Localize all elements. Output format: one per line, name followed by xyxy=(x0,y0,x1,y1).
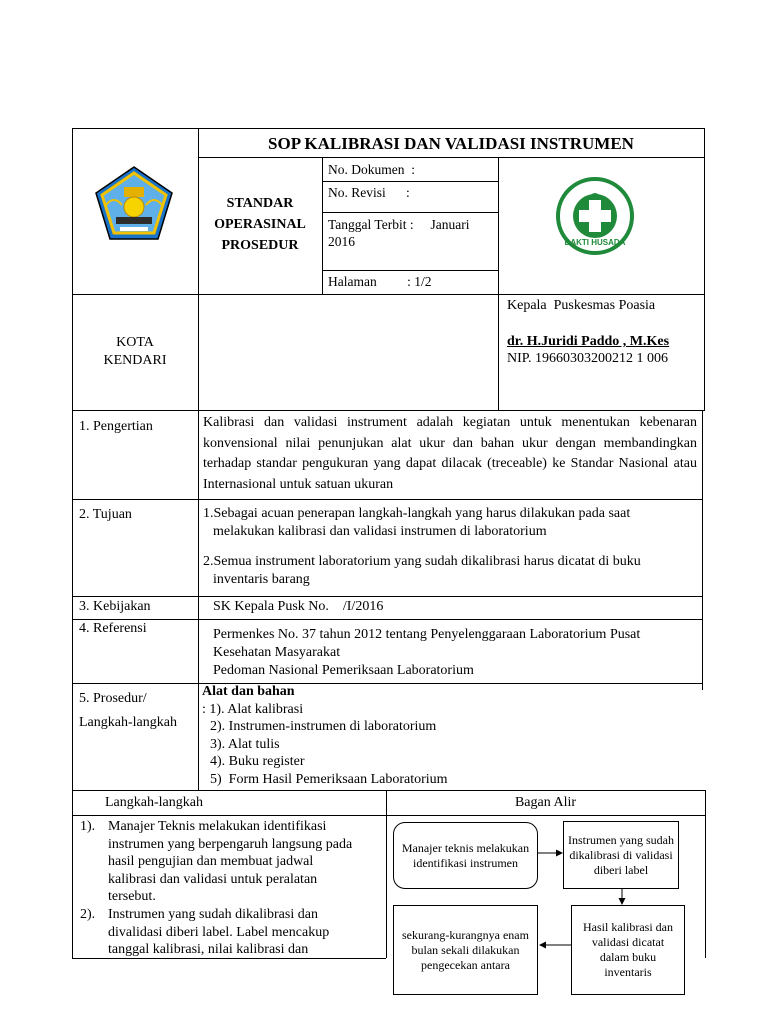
tanggal-terbit: Tanggal Terbit : Januari 2016 xyxy=(328,217,473,249)
kota-kendari xyxy=(72,334,198,370)
flow-arrows xyxy=(386,815,706,1005)
flow-box-dicatat: Hasil kalibrasi dan validasi dicatat dalam buku inventaris xyxy=(571,905,685,995)
alat-item: 4). Buku register xyxy=(210,754,305,769)
alat-item: : 1). Alat kalibrasi xyxy=(202,701,304,717)
standar-line: OPERASINAL xyxy=(214,217,306,232)
standar-line: STANDAR xyxy=(226,196,294,211)
tujuan-line: 2.Semua instrument laboratorium yang sudah dikalibrasi harus dicatat di buku xyxy=(203,554,641,569)
page-title: SOP KALIBRASI DAN VALIDASI INSTRUMEN xyxy=(268,134,634,153)
step-number: 1). xyxy=(80,819,96,834)
step-2 xyxy=(78,906,384,959)
halaman: Halaman : 1/2 xyxy=(328,274,432,289)
referensi-line: Pedoman Nasional Pemeriksaan Laboratorium xyxy=(213,663,474,678)
langkah-header: Langkah-langkah xyxy=(105,795,203,810)
step-1 xyxy=(78,818,384,906)
alat-item: 3). Alat tulis xyxy=(210,736,280,752)
prosedur-label xyxy=(79,687,197,735)
kebijakan-label: 3. Kebijakan xyxy=(79,599,151,614)
kota-line: KENDARI xyxy=(103,353,167,368)
no-revisi: No. Revisi : xyxy=(328,185,410,200)
nama-kepala: dr. H.Juridi Paddo , M.Kes xyxy=(507,334,670,349)
tujuan-line: 1.Sebagai acuan penerapan langkah-langkah yang harus dilakukan pada saat xyxy=(203,506,631,521)
tujuan-item-2 xyxy=(203,553,699,589)
flow-box-identifikasi: Manajer teknis melakukan identifikasi instrumen xyxy=(393,822,538,889)
nip: NIP. 19660303200212 1 006 xyxy=(507,351,669,366)
standar-line: PROSEDUR xyxy=(221,238,299,253)
no-dokumen: No. Dokumen : xyxy=(328,162,415,177)
referensi-text xyxy=(213,626,699,680)
kebijakan-text: SK Kepala Pusk No. /I/2016 xyxy=(213,599,384,614)
pengertian-text: Kalibrasi dan validasi instrument adalah kegiatan untuk menentukan kebenaran konvensional nilai penunjukan alat ukur dan bahan ukur dengan membandingkan terhadap standar pengukuran yang dapat dilacak (treceable) ke Standar Nasional atau Internasional untuk satuan ukuran xyxy=(203,415,697,492)
bagan-alir-header: Bagan Alir xyxy=(514,795,577,810)
step-line: divalidasi diberi label. Label mencakup xyxy=(108,924,330,940)
city-emblem-logo xyxy=(94,165,174,241)
logo-caption: BAKTI HUSADA xyxy=(564,238,626,247)
standar-operasional-prosedur xyxy=(198,193,322,256)
tujuan-line: melakukan kalibrasi dan validasi instrumen di laboratorium xyxy=(213,524,547,539)
tujuan-label: 2. Tujuan xyxy=(79,507,132,522)
bakti-husada-logo xyxy=(555,176,635,256)
alat-item: 2). Instrumen-instrumen di laboratorium xyxy=(210,719,437,734)
pengertian-label: 1. Pengertian xyxy=(79,419,153,434)
step-line: hasil pengujian dan membuat jadwal xyxy=(108,854,314,869)
step-line: tanggal kalibrasi, nilai kalibrasi dan xyxy=(108,942,309,957)
prosedur-label-line: Langkah-langkah xyxy=(79,715,177,730)
step-line: Instrumen yang sudah dikalibrasi dan xyxy=(108,907,318,922)
alat-dan-bahan xyxy=(202,683,698,788)
tujuan-item-1 xyxy=(203,505,699,541)
step-line: Manajer Teknis melakukan identifikasi xyxy=(108,819,327,834)
kepala-puskesmas: Kepala Puskesmas Poasia xyxy=(507,298,656,313)
flow-box-pengecekan: sekurang-kurangnya enam bulan sekali dilakukan pengecekan antara xyxy=(393,905,538,995)
referensi-line: Kesehatan Masyarakat xyxy=(213,645,341,660)
step-line: instrumen yang berpengaruh langsung pada xyxy=(108,836,353,852)
alat-title: Alat dan bahan xyxy=(202,684,295,699)
prosedur-label-line: 5. Prosedur/ xyxy=(79,691,147,706)
referensi-label: 4. Referensi xyxy=(79,621,147,636)
referensi-line: Permenkes No. 37 tahun 2012 tentang Penyelenggaraan Laboratorium Pusat xyxy=(213,627,641,642)
alat-item: 5) Form Hasil Pemeriksaan Laboratorium xyxy=(210,771,448,787)
step-line: tersebut. xyxy=(108,889,156,904)
tujuan-line: inventaris barang xyxy=(213,572,310,587)
step-number: 2). xyxy=(80,907,96,922)
kota-line: KOTA xyxy=(116,335,154,350)
flow-box-diberi-label: Instrumen yang sudah dikalibrasi di validasi diberi label xyxy=(563,821,679,889)
step-line: kalibrasi dan validasi untuk peralatan xyxy=(108,871,318,887)
